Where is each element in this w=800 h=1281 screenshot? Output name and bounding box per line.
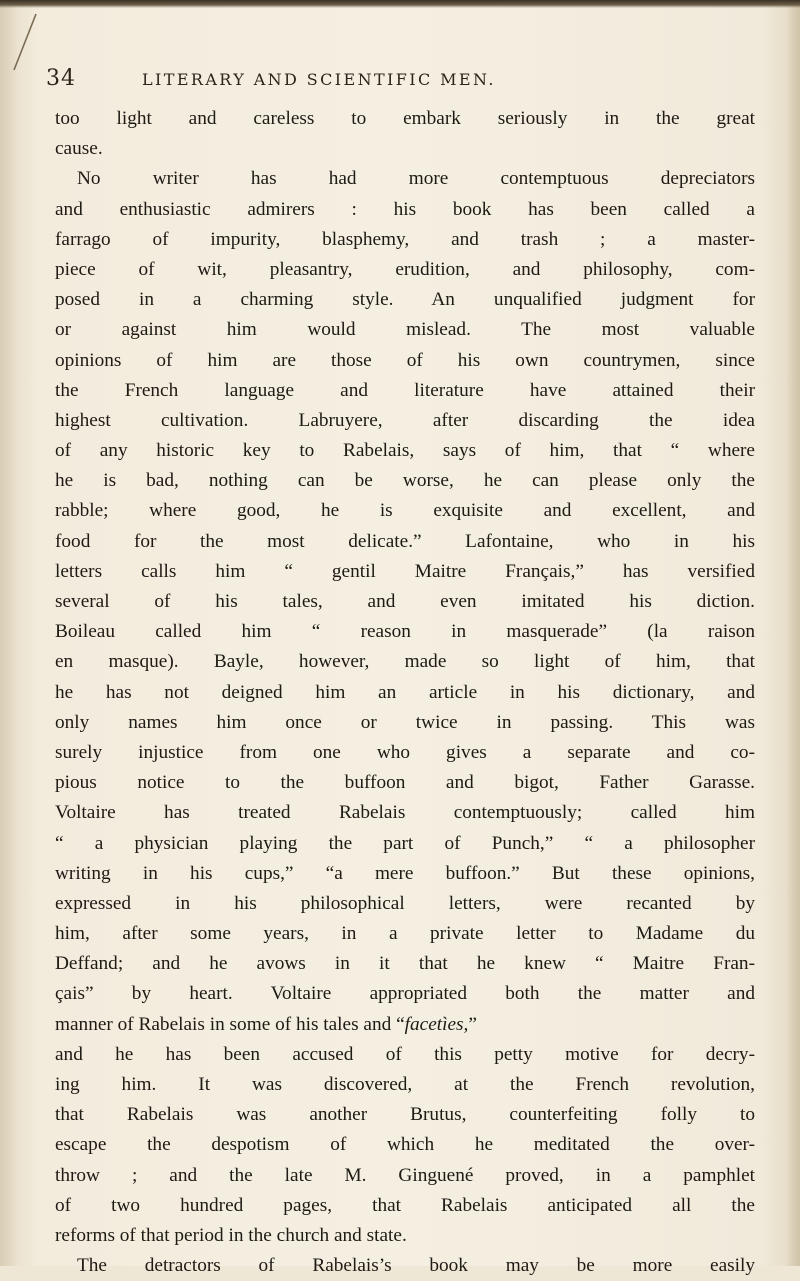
text-line: letters calls him “ gentil Maitre Français,” has versified xyxy=(55,560,755,582)
text-line xyxy=(55,1010,755,1040)
corner-pencil-mark xyxy=(4,10,44,90)
top-edge-shadow xyxy=(0,0,800,8)
text-line: No writer has had more contemptuous depreciators xyxy=(77,168,755,190)
text-line: he has not deigned him an article in his dictionary, and xyxy=(55,681,755,703)
text-line: the French language and literature have attained their xyxy=(55,379,755,401)
text-line: Boileau called him “ reason in masquerade” (la raison xyxy=(55,621,755,643)
italic-term: facetìes, xyxy=(404,1013,469,1035)
page-gutter-shadow xyxy=(0,0,18,1266)
text-line: throw ; and the late M. Ginguené proved, in a pamphlet xyxy=(55,1164,755,1186)
page-number: 34 xyxy=(46,66,76,91)
text-line: expressed in his philosophical letters, were recanted by xyxy=(55,892,755,914)
text-line: “ a physician playing the part of Punch,” “ a philosopher xyxy=(55,832,755,854)
text-line: of any historic key to Rabelais, says of him, that “ where xyxy=(55,440,755,462)
text-line: writing in his cups,” “a mere buffoon.” But these opinions, xyxy=(55,862,755,884)
text-line: posed in a charming style. An unqualified judgment for xyxy=(55,289,755,311)
text-line: pious notice to the buffoon and bigot, Father Garasse. xyxy=(55,772,755,794)
text-line: food for the most delicate.” Lafontaine, who in his xyxy=(55,530,755,552)
text-line: and enthusiastic admirers : his book has been called a xyxy=(55,198,755,220)
text-line: and he has been accused of this petty motive for decry- xyxy=(55,1043,755,1065)
text-line: him, after some years, in a private letter to Madame du xyxy=(55,923,755,945)
body-text xyxy=(55,104,755,1281)
text-line: Voltaire has treated Rabelais contemptuously; called him xyxy=(55,802,755,824)
text-line: surely injustice from one who gives a separate and co- xyxy=(55,741,755,763)
text-line: several of his tales, and even imitated his diction. xyxy=(55,591,755,612)
page-header xyxy=(46,66,746,96)
text-line: or against him would mislead. The most valuable xyxy=(55,319,755,341)
text-line: Deffand; and he avows in it that he knew “ Maitre Fran- xyxy=(55,953,755,975)
text-line: opinions of him are those of his own countrymen, since xyxy=(55,349,755,371)
text-line: farrago of impurity, blasphemy, and trash ; a master- xyxy=(55,228,755,250)
text-line: ing him. It was discovered, at the French revolution, xyxy=(55,1074,755,1095)
text-line: escape the despotism of which he meditated the over- xyxy=(55,1134,755,1156)
text-line: en masque). Bayle, however, made so light of him, that xyxy=(55,651,755,673)
text-line: rabble; where good, he is exquisite and excellent, and xyxy=(55,500,755,522)
text-line: çais” by heart. Voltaire appropriated both the matter and xyxy=(55,983,755,1005)
text-segment: ” xyxy=(468,1013,477,1035)
text-line: highest cultivation. Labruyere, after discarding the idea xyxy=(55,409,755,431)
text-line: reforms of that period in the church and state. xyxy=(55,1224,407,1246)
text-line: cause. xyxy=(55,138,103,160)
text-line: of two hundred pages, that Rabelais anticipated all the xyxy=(55,1194,755,1216)
text-segment: manner of Rabelais in some of his tales and “ xyxy=(55,1013,405,1035)
text-line: he is bad, nothing can be worse, he can please only the xyxy=(55,470,755,492)
text-line: only names him once or twice in passing. This was xyxy=(55,711,755,733)
text-line: piece of wit, pleasantry, erudition, and philosophy, com- xyxy=(55,258,755,280)
page-edge-shadow xyxy=(786,0,800,1266)
running-title: LITERARY AND SCIENTIFIC MEN. xyxy=(142,70,496,89)
text-line: The detractors of Rabelais’s book may be more easily xyxy=(77,1255,755,1277)
text-line: that Rabelais was another Brutus, counterfeiting folly to xyxy=(55,1104,755,1126)
text-line: too light and careless to embark seriously in the great xyxy=(55,108,755,129)
